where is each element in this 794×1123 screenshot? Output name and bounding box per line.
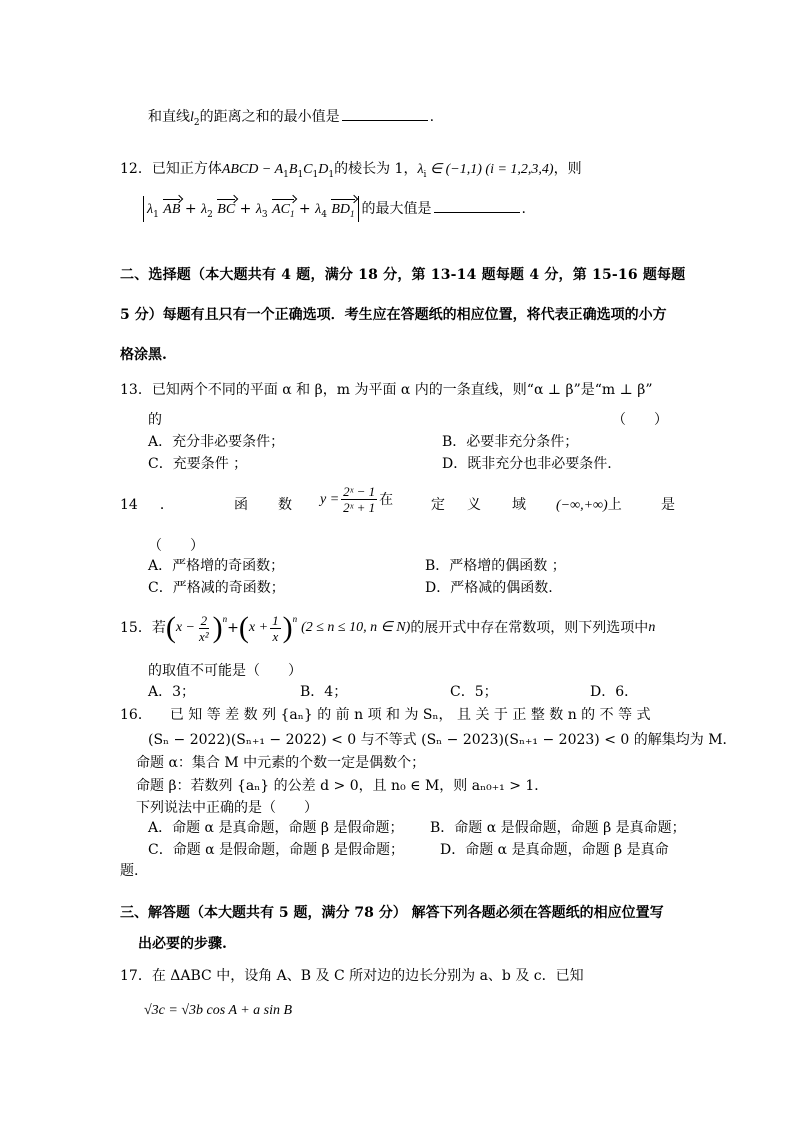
q11-end: . [429,109,435,125]
question-number: 16． [120,707,152,723]
q13-answer-paren: （ ） [612,412,668,428]
q14-word: 义 [467,497,481,513]
q17-formula: √3c = √3b cos A + a sin B [144,1003,293,1018]
q11-text-suffix: 的距离之和的最小值是 [199,109,340,125]
question-number: 13． [120,382,152,398]
q16-line1 [120,706,651,724]
q11-var: l [190,110,194,125]
q14-word: 是 [661,497,675,513]
q11-text: 和直线 [148,109,190,125]
q16-option-d[interactable]: D．命题 α 是真命题，命题 β 是真命 [440,842,669,858]
q16-text: 已 知 等 差 数 列 {aₙ} 的 前 n 项 和 为 Sₙ， 且 关 于 正 整 数 n 的 不 等 式 [169,707,651,723]
q15-rest: 的展开式中存在常数项，则下列选项中 [410,620,649,636]
q12-suffix: 的最大值是 [361,201,432,217]
question-number: 17． [120,968,152,984]
q15-stem2: 的取值不可能是（ ） [148,663,302,679]
q14-num: 14 ． [120,497,174,513]
q14-word: 数 [278,497,292,513]
q17-stem-text: 在 ΔABC 中，设角 A、B 及 C 所对边的边长分别为 a、b 及 c．已知 [151,968,584,984]
q15-exp: n [292,614,298,624]
q13-stem2: 的 [148,412,162,428]
q15-frac1: $\frac{2}{\text{x²}}$ [199,612,209,644]
q15-term1: x − [175,620,195,635]
q16-option-c[interactable]: C．命题 α 是假命题，命题 β 是假命题； [148,842,405,858]
q12-text-b: 的棱长为 1， [334,161,418,177]
section3-header-line1: 三、解答题（本大题共有 5 题，满分 78 分） 解答下列各题必须在答题纸的相应位置写 [120,905,664,921]
q12-cube-name: ABCD − A [221,162,284,177]
q13-option-b[interactable]: B．必要非充分条件； [442,434,579,450]
q15-option-c[interactable]: C．5； [450,684,498,700]
question-number: 12． [120,161,152,177]
q16-line4: 命题 β：若数列 {aₙ} 的公差 d > 0，且 n₀ ∈ M，则 aₙ₀₊₁ > 1． [136,778,549,794]
section2-header-line1: 二、选择题（本大题共有 4 题，满分 18 分，第 13-14 题每题 4 分，第 15-16 题每题 [120,267,686,283]
q14-answer-paren: （ ） [148,538,204,554]
abs-bar-right [358,196,359,222]
q13-option-d[interactable]: D．既非充分也非必要条件. [442,456,612,472]
q15-cond: (2 ≤ n ≤ 10, n ∈ N) [301,620,411,635]
q14-function [320,484,393,515]
q15-stem: 15． 若 ( x − $\frac{2}{\text{x²}}$ ) $^n$ + ( x + $\frac{1}{x}$ ) $^n$ (2 ≤ n ≤ 10, n ∈ N) 的展开式中存在常数项，则下列选项中 n [120,611,656,644]
q13-option-a[interactable]: A．充分非必要条件； [148,434,285,450]
section2-header-line2: 5 分）每题有且只有一个正确选项．考生应在答题纸的相应位置，将代表正确选项的小方 [120,307,667,323]
q12-line2: $\lambda_1$ AB + $\lambda_2$ BC + $\lambda_3$ $AC_1 + \lambda_4$ $BD_1$ 的最大值是 . [140,196,526,224]
q14-word: 定 [431,497,445,513]
q16-line2: (Sₙ − 2022)(Sₙ₊₁ − 2022) < 0 与不等式 (Sₙ − 2023)(Sₙ₊₁ − 2023) < 0 的解集均为 M． [148,732,737,748]
q14-option-b[interactable]: B．严格增的偶函数 ； [425,558,566,574]
vector-ac1: $AC_1$ [272,201,294,223]
q11-tail-line [148,107,434,132]
q17-stem [120,967,584,985]
q12-range: ∈ (−1,1) (i = 1,2,3,4) [426,162,554,177]
q15-text: 若 [151,620,166,636]
q16-line3: 命题 α：集合 M 中元素的个数一定是偶数个； [136,755,426,771]
q15-option-a[interactable]: A．3； [148,684,196,700]
answer-blank[interactable] [434,199,520,213]
q15-option-b[interactable]: B．4； [300,684,348,700]
q13-option-c[interactable]: C．充要条件 ； [148,456,248,472]
q14-fraction: $\frac{\text{2ˣ − 1}}{\text{2ˣ + 1}}$ [343,484,376,515]
abs-bar-left [143,196,144,222]
q14-word: 函 [234,497,248,513]
q15-exp: n [222,614,228,624]
vector-ab: AB [163,202,181,217]
q14-option-c[interactable]: C．严格减的奇函数； [148,580,285,596]
q14-word: 域 [512,497,526,513]
q16-option-a[interactable]: A．命题 α 是真命题，命题 β 是假命题； [148,820,404,836]
vector-bd1: $BD_1$ [331,201,354,223]
q15-term2: x + [248,620,269,635]
q13-stem-text: 已知两个不同的平面 α 和 β，m 为平面 α 内的一条直线，则“α ⊥ β”是“m ⊥ β” [151,382,653,398]
q16-line5: 下列说法中正确的是（ ） [136,800,318,816]
q16-option-b[interactable]: B．命题 α 是假命题，命题 β 是真命题； [430,820,686,836]
q12-end: . [521,201,526,217]
q14-y: y = [320,491,340,507]
q14-domain: (−∞,+∞)上 [556,497,622,513]
q15-option-d[interactable]: D．6． [590,684,639,700]
answer-blank[interactable] [342,107,428,121]
q14-option-a[interactable]: A．严格增的奇函数； [148,558,285,574]
q11-sub: 2 [193,117,200,128]
section3-header-line2: 出必要的步骤. [138,936,227,952]
section2-header-line3: 格涂黑. [120,347,167,363]
q16-option-d-wrap: 题. [120,863,139,879]
question-number: 15． [120,620,152,636]
q14-word: 在 [379,491,394,508]
vector-bc: BC [217,202,236,217]
q12-text-c: ，则 [553,161,582,177]
q12-text: 已知正方体 [151,161,222,177]
q13-stem [120,381,652,399]
q12-lambda: λ [417,162,424,177]
q12-line1: 12．已知正方体ABCD − $A_1B_1C_1D_1$的棱长为 1，$\lambda_i$ ∈ (−1,1) (i = 1,2,3,4)，则 [120,161,582,180]
q15-n: n [648,620,656,635]
q14-option-d[interactable]: D．严格减的偶函数. [425,580,553,596]
q15-frac2: $\frac{1}{x}$ [272,612,279,644]
